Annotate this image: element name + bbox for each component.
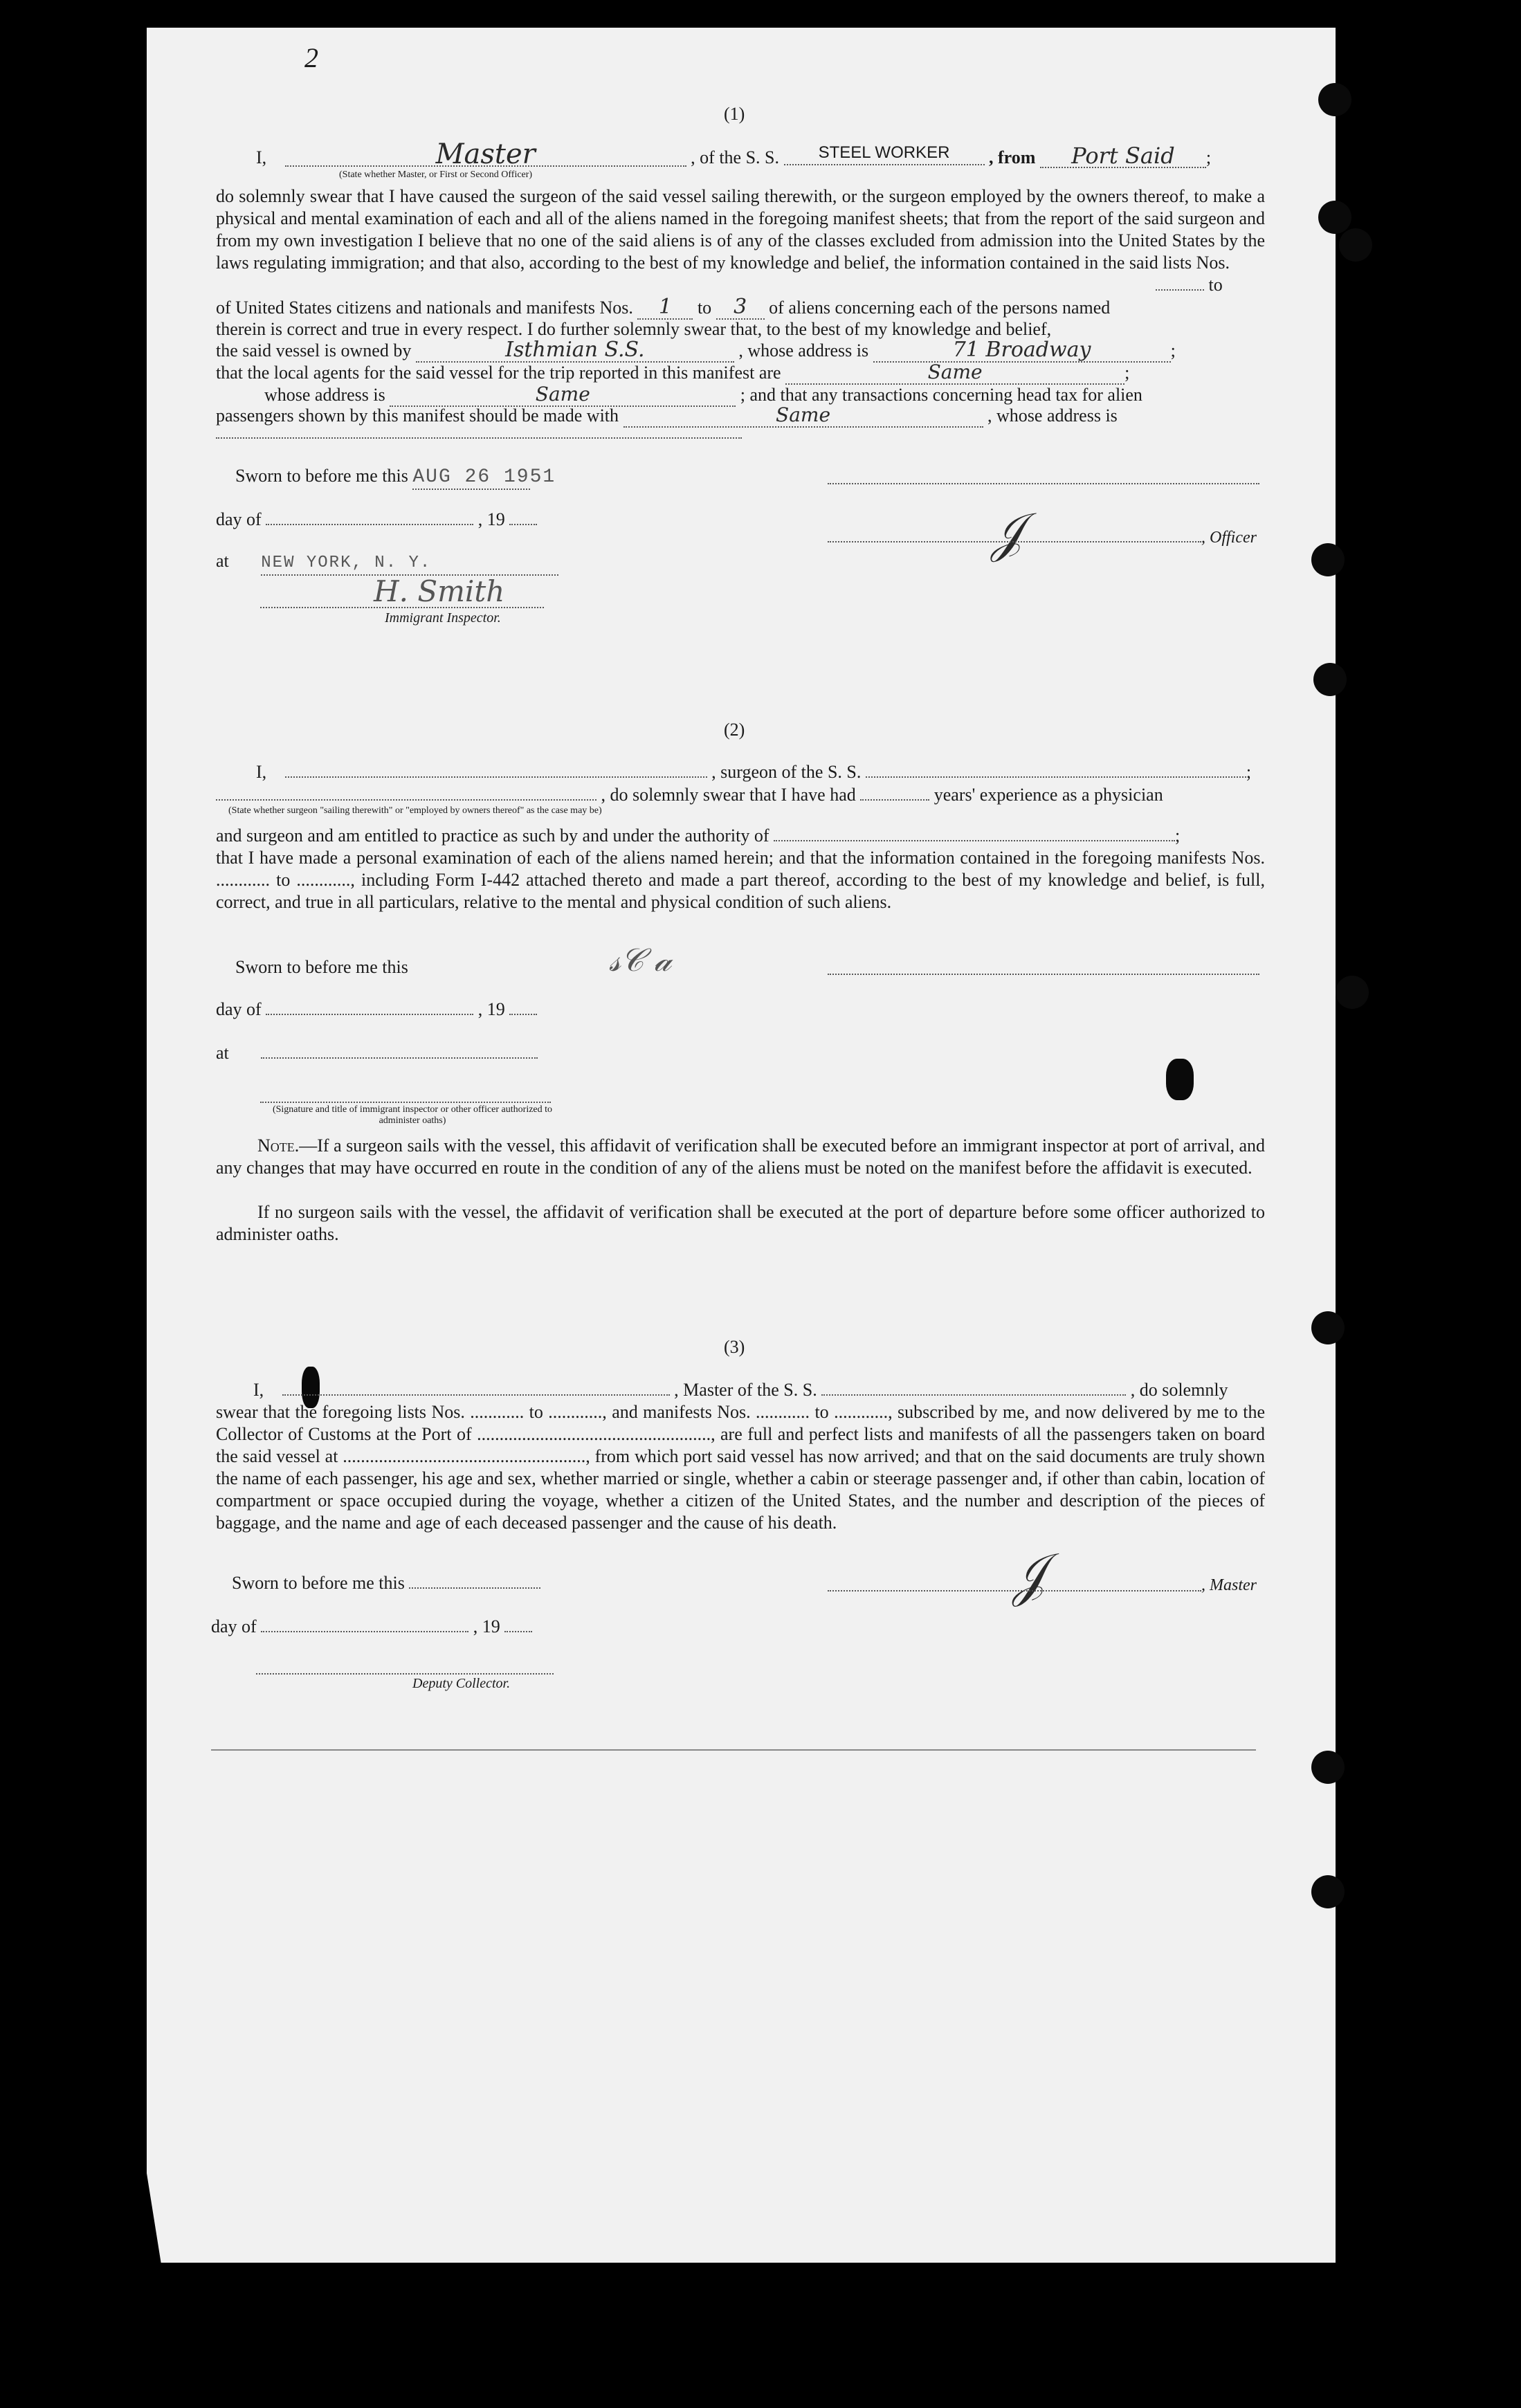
manifest-to: 3	[716, 296, 765, 320]
master-line-3	[253, 1379, 1228, 1401]
caption: (State whether surgeon "sailing therewith" or "employed by owners thereof" as the case may be)	[228, 805, 602, 816]
vessel-field: STEEL WORKER	[784, 142, 985, 165]
text: that the local agents for the said vessel for the trip reported in this manifest are	[216, 363, 781, 383]
owner-address-field: 71 Broadway	[873, 339, 1171, 363]
officer-sig-rule	[828, 482, 1259, 484]
text: , whose address is	[738, 340, 869, 361]
text: Sworn to before me this	[232, 1573, 405, 1593]
note-1	[216, 1135, 1265, 1179]
text: , from	[989, 147, 1036, 167]
section1-body: do solemnly swear that I have caused the surgeon of the said vessel sailing therewith, or the surgeon employed by the owners thereof, to make a physical and mental examination of each and all of the aliens named in the foregoing manifest sheets; that from the report of the said surgeon and from my own investigation I believe that no one of the said aliens is of any of the classes excluded from admission into the United States by the laws regulating immigration; and that also, according to the best of my knowledge and belief, the information contained in the said lists Nos.	[216, 186, 1265, 273]
passengers-line	[216, 404, 1118, 428]
text: of United States citizens and nationals and manifests Nos.	[216, 298, 633, 318]
punch-hole	[1311, 543, 1345, 576]
corner-mark: 2	[304, 42, 318, 73]
text: Sworn to before me this	[235, 957, 408, 977]
manifest-from: 1	[637, 296, 693, 320]
text: Sworn to before me this	[235, 466, 408, 486]
text: , whose address is	[987, 405, 1118, 426]
text: the said vessel is owned by	[216, 340, 412, 361]
text: passengers shown by this manifest should be made with	[216, 405, 619, 426]
punch-hole	[1311, 1875, 1345, 1908]
text: day of	[211, 1616, 257, 1636]
port-field: Port Said	[1040, 145, 1206, 168]
sworn-rule-2	[828, 972, 1259, 975]
section-number: (3)	[724, 1337, 745, 1357]
officer-rule	[828, 540, 1201, 542]
ink-blot	[1166, 1059, 1194, 1100]
section-number: (2)	[724, 720, 745, 740]
text: I,	[256, 147, 267, 167]
text: , surgeon of the S. S.	[711, 762, 862, 782]
title-field: Master	[285, 143, 686, 167]
inspector-caption: Immigrant Inspector.	[385, 610, 501, 626]
text: years' experience as a physician	[933, 785, 1163, 805]
text: —If a surgeon sails with the vessel, this affidavit of verification shall be executed before an immigrant inspector at port of arrival, and any changes that may have occurred en route in the condition of any of the aliens must be noted on the manifest before the affidavit is executed.	[216, 1135, 1265, 1178]
date-stamp: AUG 26 1951	[412, 466, 530, 490]
text: , 19	[477, 999, 505, 1019]
sworn-line-1	[235, 465, 556, 490]
sig-caption: (Signature and title of immigrant inspector or other officer authorized to administer oaths)	[272, 1104, 553, 1126]
text: , 19	[477, 509, 505, 529]
text: to	[697, 298, 712, 318]
day-line-2	[216, 998, 537, 1021]
agents-line: that the local agents for the said vessel for the trip reported in this manifest are Same ;	[216, 361, 1130, 383]
agents-field: Same	[785, 361, 1124, 385]
sworn-line-3	[232, 1572, 540, 1594]
inspector-signature: H. Smith	[374, 574, 505, 608]
master-line: I, Master , of the S. S. STEEL WORKER , from Port Said ;	[256, 138, 1212, 170]
punch-hole	[1313, 663, 1347, 696]
master-caption: , Master	[1201, 1576, 1257, 1594]
surgeon-signature: 𝓈𝒞 𝒶	[609, 941, 672, 978]
collector-rule	[256, 1672, 554, 1675]
text: , of the S. S.	[691, 147, 780, 167]
owner-line: the said vessel is owned by Isthmian S.S. , whose address is 71 Broadway ;	[216, 338, 1176, 362]
at-line-1	[216, 550, 558, 576]
section2-body: that I have made a personal examination of each of the aliens named herein; and that the information contained in the foregoing manifests Nos. ............ to ............, including Form I-442 attached thereto and made a part thereof, according to the best of my knowledge and belief, is full, correct, and true in all particulars, relative to the mental and physical condition of such aliens.	[216, 848, 1265, 912]
text: I,	[256, 762, 267, 782]
at-line-2	[216, 1042, 538, 1064]
agents-address-line	[216, 383, 1142, 407]
punch-hole	[1318, 83, 1351, 116]
note-2: If no surgeon sails with the vessel, the affidavit of verification shall be executed at the port of departure before some officer authorized to administer oaths.	[216, 1202, 1265, 1244]
text: at	[216, 1043, 229, 1063]
correct-line: therein is correct and true in every respect. I do further solemnly swear that, to the best of my knowledge and belief,	[216, 319, 1052, 339]
section3-body: swear that the foregoing lists Nos. ............ to ............, and manifests Nos. ............ to ............, subscribed by me, and now delivered by me to the Collector of Customs at the Port of ...................................................., are full and perfect lists and manifests of all the passengers taken on board the said vessel at ......................................................, from which port said vessel has now arrived; and that on the said documents are truly shown the name of each passenger, his age and sex, whether married or single, whether a cabin or steerage passenger and, if other than cabin, location of compartment or space occupied during the voyage, whether a citizen of the United States, and the number and description of the pieces of baggage, and the name and age of each deceased passenger and the cause of his death.	[216, 1402, 1265, 1533]
place-stamp: NEW YORK, N. Y.	[261, 552, 558, 576]
punch-hole	[1311, 1751, 1345, 1784]
sworn-line-2	[235, 956, 408, 978]
text: , Master of the S. S.	[674, 1380, 817, 1400]
address-rule	[216, 436, 742, 439]
bottom-rule	[211, 1749, 1256, 1751]
punch-hole	[1318, 201, 1351, 234]
sig-rule-2	[260, 1100, 551, 1103]
lists-to	[1156, 274, 1223, 296]
head-tax-field: Same	[623, 404, 983, 428]
officer-caption: , Officer	[1201, 529, 1257, 547]
text: , do solemnly	[1130, 1380, 1228, 1400]
section-number: (1)	[724, 104, 745, 124]
text: to	[1208, 275, 1223, 295]
punch-hole	[1311, 1311, 1345, 1344]
officer-signature: 𝒥	[986, 503, 1026, 564]
day-line-1	[216, 509, 537, 531]
text: of aliens concerning each of the persons named	[769, 298, 1111, 318]
master-signature: 𝒥	[1006, 1544, 1050, 1609]
punch-hole	[1339, 228, 1372, 262]
inspector-rule	[260, 605, 544, 608]
master-rule	[828, 1589, 1201, 1591]
swear-line	[216, 784, 1163, 806]
text: day of	[216, 509, 262, 529]
collector-caption: Deputy Collector.	[412, 1676, 511, 1691]
punch-hole	[1336, 976, 1369, 1009]
note-label: Note.	[257, 1135, 300, 1156]
text: at	[216, 551, 229, 571]
text: and surgeon and am entitled to practice as such by and under the authority of	[216, 826, 769, 846]
caption: (State whether Master, or First or Second Officer)	[339, 170, 533, 180]
text: ; and that any transactions concerning head tax for alien	[740, 385, 1142, 405]
owner-field: Isthmian S.S.	[416, 339, 734, 363]
agents-address-field: Same	[390, 383, 736, 407]
surgeon-line: I, , surgeon of the S. S. ;	[256, 762, 1252, 782]
text: whose address is	[264, 385, 385, 405]
citizens-line	[216, 296, 1110, 320]
day-line-3	[211, 1616, 532, 1638]
text: , 19	[473, 1616, 500, 1636]
text: day of	[216, 999, 262, 1019]
text: I,	[253, 1380, 264, 1400]
text: , do solemnly swear that I have had	[601, 785, 856, 805]
authority-line: and surgeon and am entitled to practice as such by and under the authority of ;	[216, 826, 1181, 846]
